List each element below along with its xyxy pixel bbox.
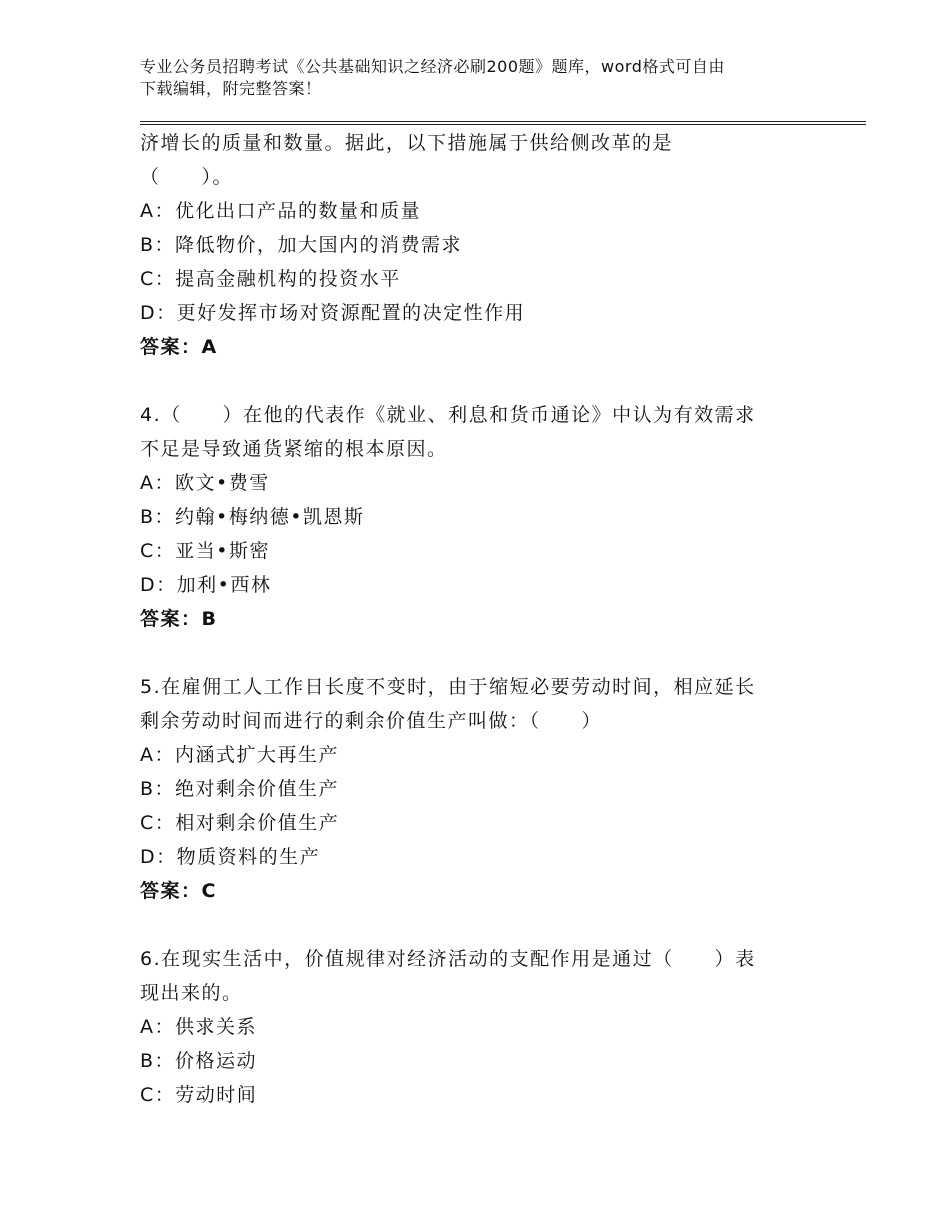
option-d: D：物质资料的生产 (140, 846, 321, 868)
option-c: C：相对剩余价值生产 (140, 812, 340, 834)
question-stem-line: 济增长的质量和数量。据此，以下措施属于供给侧改革的是 (140, 132, 674, 154)
header-line-2: 下载编辑，附完整答案！ (140, 79, 322, 98)
page-header (140, 56, 820, 100)
question-3 (140, 126, 800, 364)
option-d: D：更好发挥市场对资源配置的决定性作用 (140, 302, 526, 324)
question-stem-line: 不足是导致通货紧缩的根本原因。 (140, 438, 448, 460)
question-4 (140, 398, 800, 636)
question-stem-line: 5.在雇佣工人工作日长度不变时，由于缩短必要劳动时间，相应延长 (140, 676, 756, 698)
option-a: A：供求关系 (140, 1016, 257, 1038)
question-stem-line: 现出来的。 (140, 982, 243, 1004)
header-divider (140, 121, 866, 125)
answer-label: 答案：C (140, 880, 217, 902)
question-stem-line: 剩余劳动时间而进行的剩余价值生产叫做：（ ） (140, 710, 603, 732)
header-line-1: 专业公务员招聘考试《公共基础知识之经济必刷200题》题库，word格式可自由 (140, 57, 725, 76)
question-stem-line: 4.（ ）在他的代表作《就业、利息和货币通论》中认为有效需求 (140, 404, 756, 426)
answer-label: 答案：A (140, 336, 218, 358)
question-list (140, 126, 800, 1112)
question-stem-line: （ ）。 (140, 166, 234, 188)
option-c: C：亚当•斯密 (140, 540, 270, 562)
option-b: B：价格运动 (140, 1050, 258, 1072)
option-a: A：欧文•费雪 (140, 472, 270, 494)
option-b: B：绝对剩余价值生产 (140, 778, 340, 800)
question-6 (140, 942, 800, 1112)
question-5 (140, 670, 800, 908)
option-a: A：内涵式扩大再生产 (140, 744, 339, 766)
question-stem-line: 6.在现实生活中，价值规律对经济活动的支配作用是通过（ ）表 (140, 948, 756, 970)
answer-label: 答案：B (140, 608, 218, 630)
option-a: A：优化出口产品的数量和质量 (140, 200, 421, 222)
option-b: B：降低物价，加大国内的消费需求 (140, 234, 463, 256)
option-c: C：提高金融机构的投资水平 (140, 268, 401, 290)
option-d: D：加利•西林 (140, 574, 272, 596)
option-c: C：劳动时间 (140, 1084, 258, 1106)
option-b: B：约翰•梅纳德•凯恩斯 (140, 506, 365, 528)
